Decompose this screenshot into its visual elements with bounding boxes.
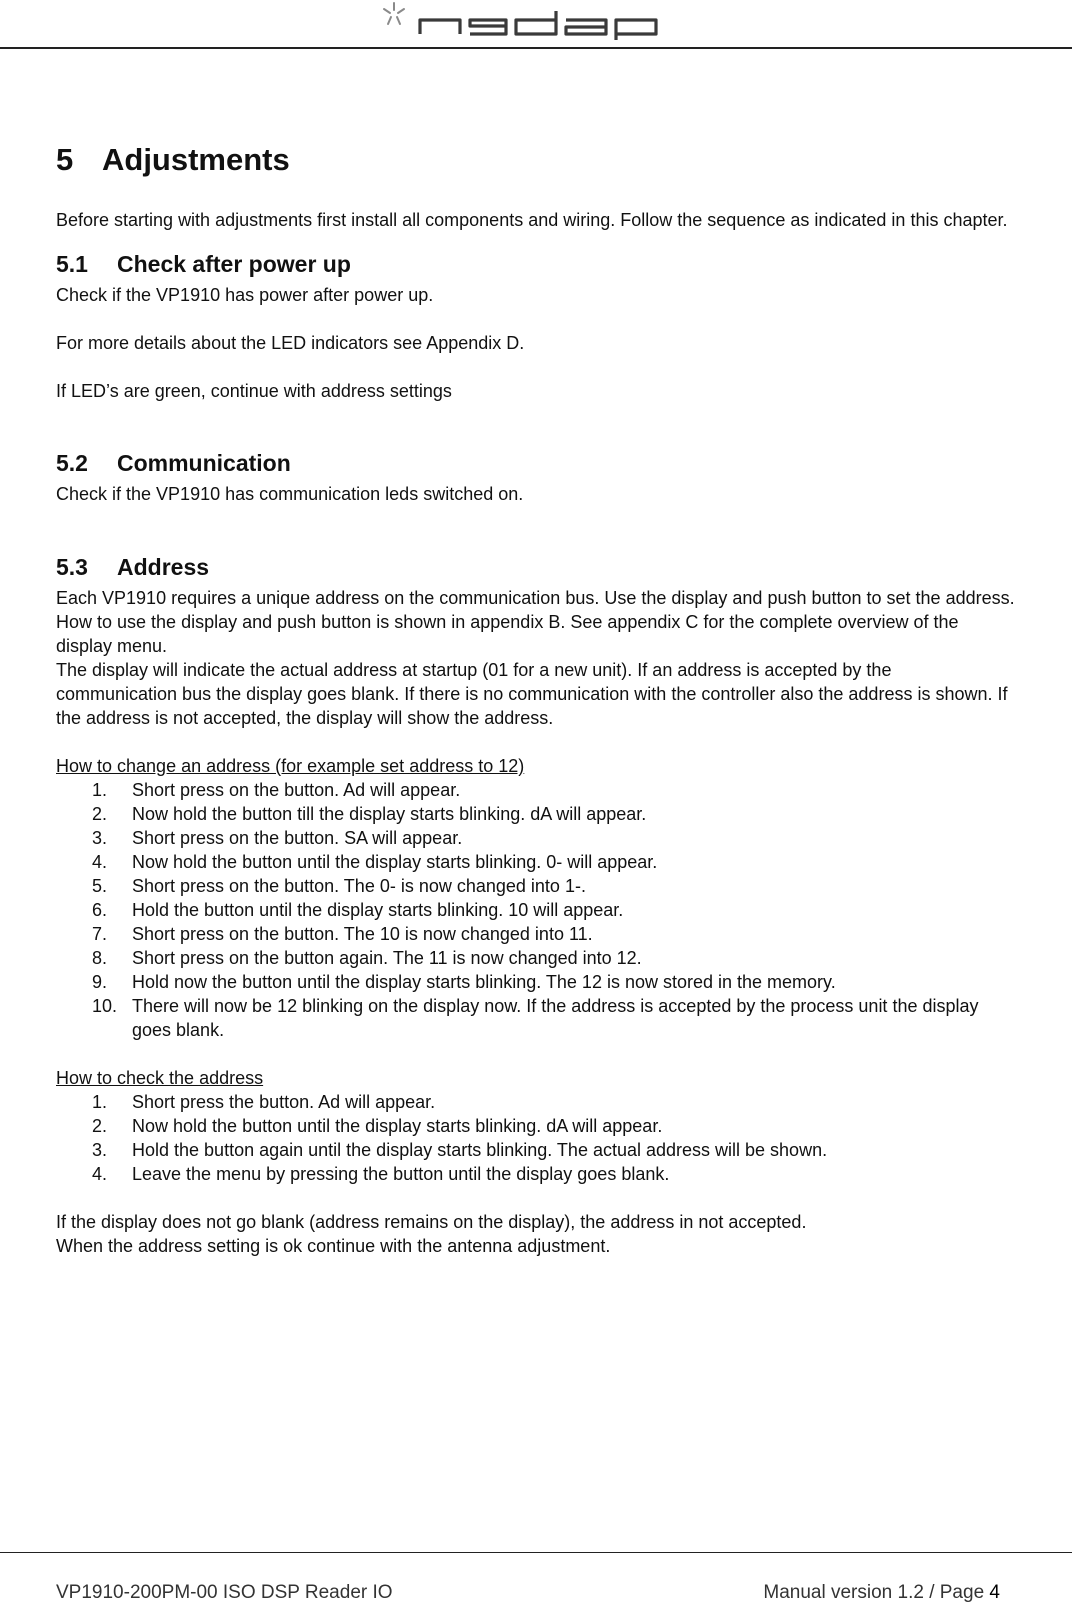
section-5-3-heading: 5.3 Address — [56, 554, 210, 580]
paragraph: When the address setting is ok continue with the antenna adjustment. — [56, 1236, 611, 1256]
check-address-heading: How to check the address — [56, 1068, 264, 1088]
check-address-steps — [56, 1090, 1016, 1186]
list-item: 9. Hold now the button until the display starts blinking. The 12 is now stored in the memory. — [92, 972, 836, 992]
list-item: 1. Short press on the button. Ad will appear. — [92, 780, 461, 800]
paragraph: For more details about the LED indicators see Appendix D. — [56, 333, 525, 353]
change-address-steps — [56, 778, 1016, 1042]
footer-page-info: Manual version 1.2 / Page 4 — [763, 1582, 1000, 1603]
list-item: 10. There will now be 12 blinking on the display now. If the address is accepted by the process unit the display goes blank. — [92, 996, 979, 1040]
list-item: 2. Now hold the button till the display starts blinking. dA will appear. — [92, 804, 647, 824]
paragraph: Check if the VP1910 has power after power up. — [56, 285, 434, 305]
intro-paragraph: Before starting with adjustments first install all components and wiring. Follow the sequence as indicated in this chapter. — [56, 210, 1008, 230]
section-5-2-heading: 5.2 Communication — [56, 450, 291, 476]
list-item: 5. Short press on the button. The 0- is now changed into 1-. — [92, 876, 586, 896]
paragraph: The display will indicate the actual address at startup (01 for a new unit). If an address is accepted by the communication bus the display goes blank. If there is no communication with the controller also the address is shown. If the address is not accepted, the display will show the address. — [56, 660, 1008, 728]
footer-document-title: VP1910-200PM-00 ISO DSP Reader IO — [56, 1582, 393, 1603]
page-content — [56, 140, 1016, 1258]
paragraph: If LED’s are green, continue with address settings — [56, 381, 452, 401]
list-item: 3. Hold the button again until the display starts blinking. The actual address will be shown. — [92, 1140, 828, 1160]
star-icon — [384, 3, 404, 24]
list-item: 1. Short press the button. Ad will appear. — [92, 1092, 436, 1112]
nedap-logo — [380, 0, 670, 44]
page-number: 4 — [989, 1582, 1000, 1603]
section-5-1-heading: 5.1 Check after power up — [56, 251, 351, 277]
paragraph: Each VP1910 requires a unique address on the communication bus. Use the display and push button to set the address. How to use the display and push button is shown in appendix B. See appendix C for the complete overview of the display menu. — [56, 588, 1015, 656]
list-item: 8. Short press on the button again. The 11 is now changed into 12. — [92, 948, 642, 968]
header-rule — [0, 47, 1072, 49]
list-item: 4. Now hold the button until the display starts blinking. 0- will appear. — [92, 852, 658, 872]
footer-rule — [0, 1552, 1072, 1553]
change-address-heading: How to change an address (for example set address to 12) — [56, 756, 525, 776]
list-item: 4. Leave the menu by pressing the button until the display goes blank. — [92, 1164, 670, 1184]
list-item: 6. Hold the button until the display starts blinking. 10 will appear. — [92, 900, 624, 920]
list-item: 7. Short press on the button. The 10 is now changed into 11. — [92, 924, 593, 944]
paragraph: If the display does not go blank (address remains on the display), the address in not accepted. — [56, 1212, 807, 1232]
chapter-heading: 5 Adjustments — [56, 142, 290, 177]
list-item: 3. Short press on the button. SA will appear. — [92, 828, 463, 848]
paragraph: Check if the VP1910 has communication leds switched on. — [56, 484, 524, 504]
list-item: 2. Now hold the button until the display starts blinking. dA will appear. — [92, 1116, 663, 1136]
